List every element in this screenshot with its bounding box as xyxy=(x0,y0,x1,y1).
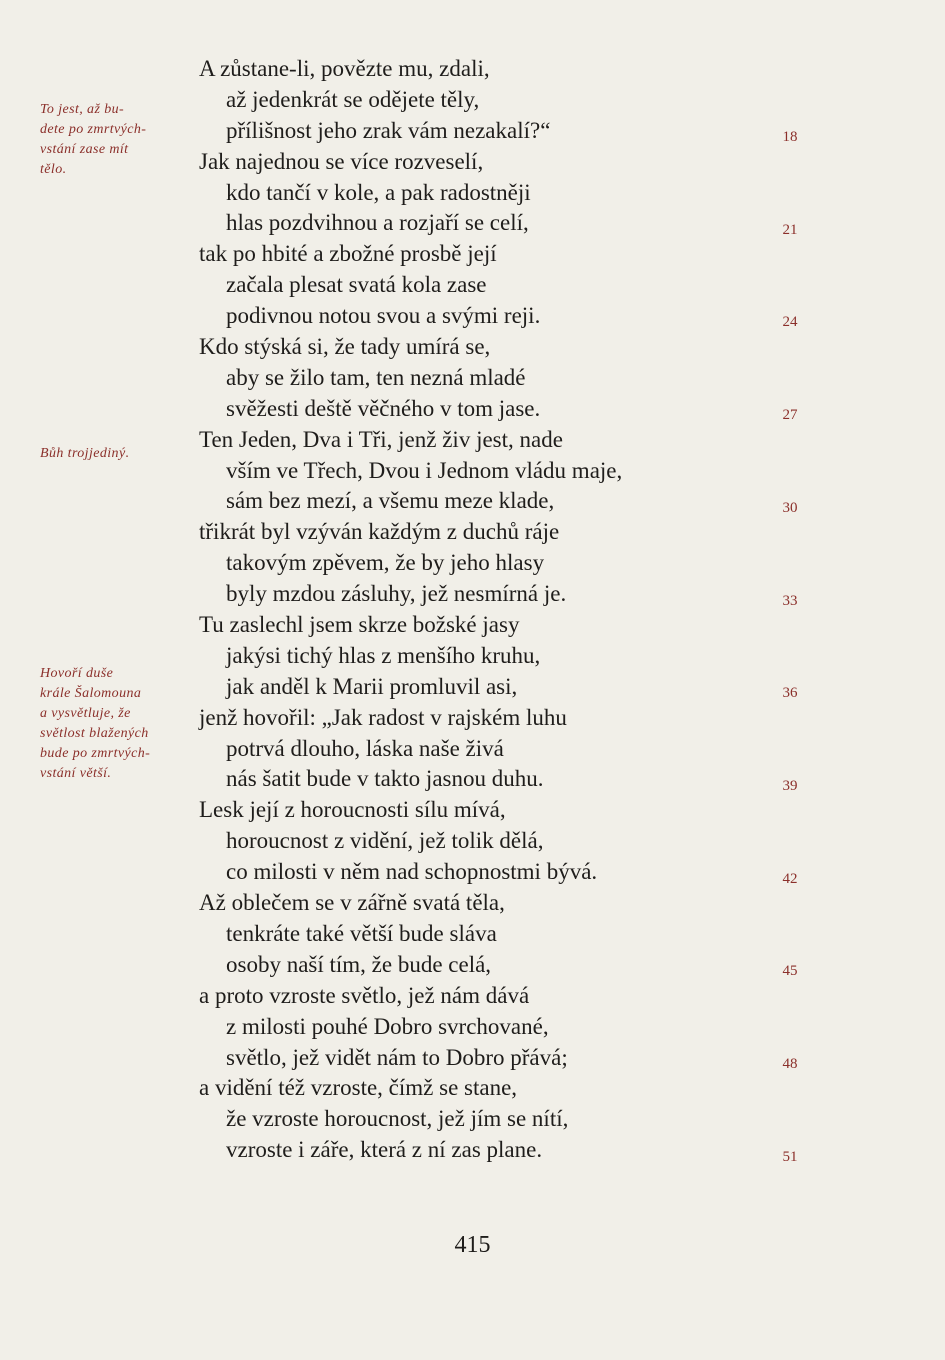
line-number: 24 xyxy=(782,314,798,331)
verse-line: vším ve Třech, Dvou i Jednom vládu maje, xyxy=(226,457,623,483)
gloss-line: Bůh trojjediný. xyxy=(40,446,130,461)
verse-line: nás šatit bude v takto jasnou duhu. xyxy=(226,766,544,792)
line-number: 48 xyxy=(782,1056,798,1072)
verse-line: začala plesat svatá kola zase xyxy=(226,272,487,298)
line-number: 45 xyxy=(782,963,798,980)
verse-line: Kdo stýská si, že tady umírá se, xyxy=(199,334,491,360)
verse-line: přílišnost jeho zrak vám nezakalí?“ xyxy=(226,117,551,143)
gloss-line: dete po zmrtvých- xyxy=(40,122,147,137)
line-number: 39 xyxy=(782,777,798,794)
marginal-gloss xyxy=(40,100,146,180)
verse-line: co milosti v něm nad schopnostmi bývá. xyxy=(226,859,598,885)
gloss-line: Hovoří duše xyxy=(40,666,114,681)
verse-line: A zůstane-li, povězte mu, zdali, xyxy=(199,56,490,81)
line-number: 18 xyxy=(782,129,798,145)
verse-line: kdo tančí v kole, a pak radostněji xyxy=(226,179,531,205)
line-number: 51 xyxy=(782,1148,798,1165)
line-number: 21 xyxy=(782,221,798,238)
verse-line: třikrát byl vzýván každým z duchů ráje xyxy=(199,519,560,545)
poem-text xyxy=(199,54,759,1166)
gloss-line: bude po zmrtvých- xyxy=(40,746,151,761)
verse-line: světlo, jež vidět nám to Dobro přává; xyxy=(226,1044,568,1070)
marginal-gloss xyxy=(40,444,129,464)
verse-line: jenž hovořil: „Jak radost v rajském luhu xyxy=(199,704,567,730)
gloss-line: vstání zase mít xyxy=(40,142,129,157)
verse-line: osoby naší tím, že bude celá, xyxy=(226,951,492,977)
line-number: 27 xyxy=(782,407,798,424)
gloss-line: tělo. xyxy=(40,162,67,177)
marginal-gloss xyxy=(40,664,150,784)
gloss-line: To jest, až bu- xyxy=(40,102,125,117)
verse-line: Tu zaslechl jsem skrze božské jasy xyxy=(199,612,520,638)
verse-line: sám bez mezí, a všemu meze klade, xyxy=(226,488,555,514)
gloss-line: krále Šalomouna xyxy=(40,686,142,701)
gloss-line: a vysvětluje, že xyxy=(40,706,131,721)
verse-line: až jedenkrát se oděјete těly, xyxy=(226,86,480,112)
line-number: 30 xyxy=(782,499,798,516)
gloss-line: světlost blažených xyxy=(40,726,149,741)
verse-line: tak po hbité a zbožné prosbě její xyxy=(199,241,497,267)
verse-line: jak anděl k Marii promluvil asi, xyxy=(226,673,518,699)
line-number: 36 xyxy=(782,685,798,702)
line-number: 33 xyxy=(782,592,798,609)
verse-line: byly mzdou zásluhy, jež nesmírná je. xyxy=(226,581,567,607)
page-number: 415 xyxy=(454,1232,491,1258)
verse-line: a proto vzroste světlo, jež nám dává xyxy=(199,982,530,1008)
verse-line: aby se žilo tam, ten nezná mladé xyxy=(226,364,526,390)
line-number: 42 xyxy=(782,870,798,887)
verse-line: podivnou notou svou a svými reji. xyxy=(226,303,541,329)
verse-line: Až oblečem se v zářně svatá těla, xyxy=(199,890,505,916)
verse-line: z milosti pouhé Dobro svrchované, xyxy=(226,1013,549,1039)
verse-line: Jak najednou se více rozveselí, xyxy=(199,148,484,174)
verse-line: hlas pozdvihnou a rozjaří se celí, xyxy=(226,210,529,236)
verse-line: že vzroste horoucnost, jež jím se nítí, xyxy=(226,1106,569,1132)
verse-line: potrvá dlouho, láska naše živá xyxy=(226,735,504,761)
verse-line: Lesk její z horoucnosti sílu mívá, xyxy=(199,797,506,823)
verse-line: vzroste i záře, která z ní zas plane. xyxy=(226,1137,543,1163)
verse-line: takovým zpěvem, že by jeho hlasy xyxy=(226,550,545,576)
verse-line: horoucnost z vidění, jež tolik dělá, xyxy=(226,828,544,854)
verse-line: jakýsi tichý hlas z menšího kruhu, xyxy=(226,642,541,668)
verse-line: Ten Jeden, Dva i Tři, jenž živ jest, nade xyxy=(199,426,563,452)
gloss-line: vstání větší. xyxy=(40,766,112,781)
verse-line: svěžesti deště věčného v tom jase. xyxy=(226,395,541,421)
verse-line: a vidění též vzroste, čímž se stane, xyxy=(199,1075,518,1101)
verse-line: tenkráte také větší bude sláva xyxy=(226,920,497,946)
